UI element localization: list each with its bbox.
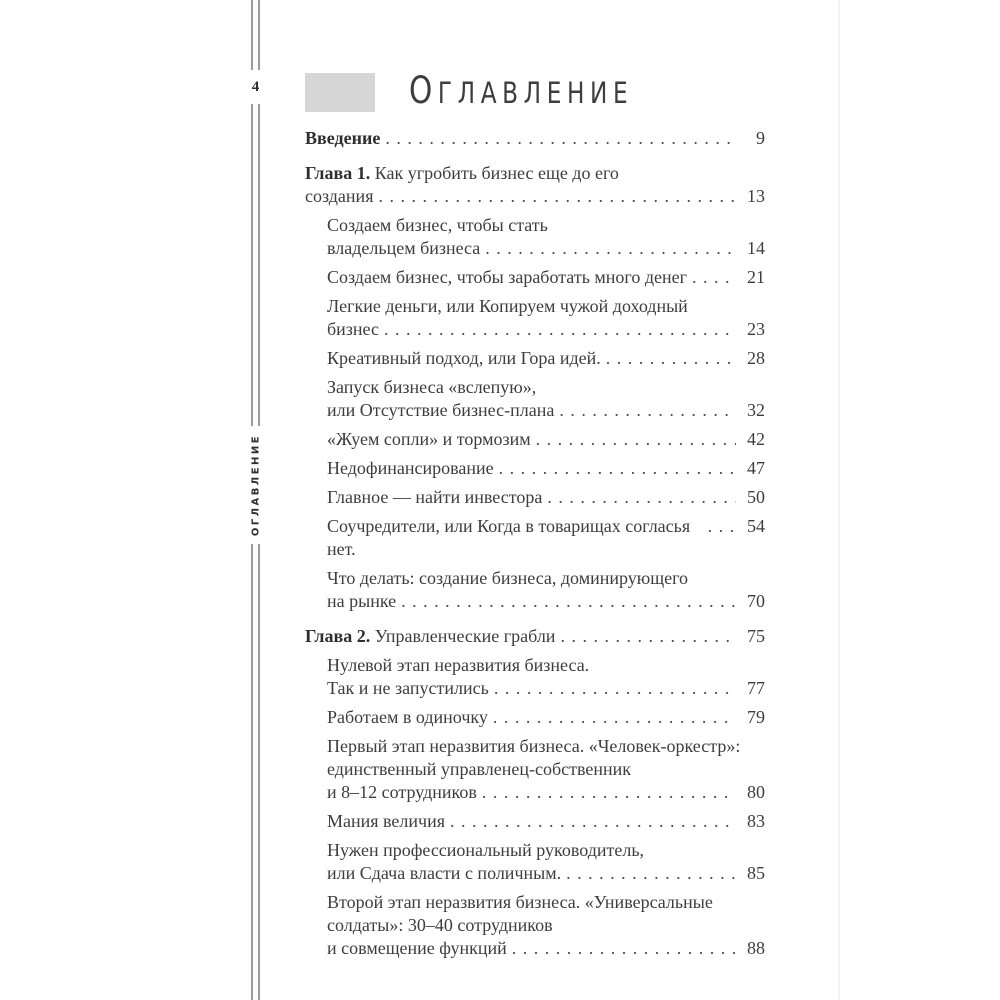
toc-entry-line	[305, 185, 765, 208]
toc-entry-bold-prefix: Глава 1.	[305, 163, 371, 183]
toc-entry[interactable]	[305, 810, 765, 833]
toc-entry[interactable]	[305, 347, 765, 370]
page-number-marker: 4	[238, 70, 273, 104]
toc-entry[interactable]	[305, 486, 765, 509]
toc-entry-line	[305, 625, 765, 648]
toc-entry-bold-prefix: Введение	[305, 128, 381, 148]
toc-entry-line	[327, 428, 765, 451]
dot-leader	[536, 428, 736, 451]
toc-page-number: 50	[747, 487, 765, 507]
faint-vertical-rule	[838, 0, 840, 1000]
toc-entry-line	[327, 457, 765, 480]
toc-entry-text: Креативный подход, или Гора идей.	[327, 348, 601, 368]
toc-entry[interactable]	[305, 428, 765, 451]
toc-page-number: 13	[747, 186, 765, 206]
toc-entry[interactable]	[305, 214, 765, 260]
dot-leader	[560, 625, 736, 648]
toc-entry-line	[327, 735, 765, 758]
toc-page-number: 54	[747, 516, 765, 536]
dot-leader	[708, 515, 736, 538]
toc-entry[interactable]	[305, 625, 765, 648]
toc-entry-text: Легкие деньги, или Копируем чужой доходный	[327, 296, 688, 316]
toc-page-number: 28	[747, 348, 765, 368]
dot-leader	[482, 781, 736, 804]
toc-entry-line	[327, 515, 765, 561]
toc-entry[interactable]	[305, 295, 765, 341]
toc-entry-text: Запуск бизнеса «вслепую»,	[327, 377, 537, 397]
dot-leader	[512, 937, 736, 960]
toc-page-number: 77	[747, 678, 765, 698]
toc-entry-line	[327, 937, 765, 960]
toc-entry[interactable]	[305, 839, 765, 885]
toc-entry[interactable]	[305, 567, 765, 613]
toc-content	[305, 66, 765, 960]
toc-page-number: 14	[747, 238, 765, 258]
toc-page-number: 21	[747, 267, 765, 287]
toc-entry-line	[327, 781, 765, 804]
page-header	[305, 66, 765, 112]
toc-entry-text: Так и не запустились	[327, 678, 489, 698]
toc-entry[interactable]	[305, 735, 765, 804]
toc-entry-text: создания	[305, 186, 374, 206]
running-head-label: ОГЛАВЛЕНИЕ	[250, 433, 261, 537]
toc-entry-text: Нужен профессиональный руководитель,	[327, 840, 645, 860]
toc-entry-text: Работаем в одиночку	[327, 707, 488, 727]
toc-entry-text: «Жуем сопли» и тормозим	[327, 429, 531, 449]
toc-entry-text: владельцем бизнеса	[327, 238, 481, 258]
toc-entry-text: Главное — найти инвестора	[327, 487, 543, 507]
toc-entry-line	[327, 810, 765, 833]
dot-leader	[559, 399, 736, 422]
toc-entry-line	[327, 914, 765, 937]
toc-entry-text: и 8–12 сотрудников	[327, 782, 477, 802]
toc-entry-text: Мания величия	[327, 811, 446, 831]
toc-entry-line	[327, 590, 765, 613]
toc-entry-text	[305, 127, 380, 150]
toc-page-number: 70	[747, 591, 765, 611]
toc-entry-text: или Сдача власти с поличным.	[327, 863, 562, 883]
running-head-vertical	[236, 426, 275, 544]
toc-entry[interactable]	[305, 266, 765, 289]
toc-entry-line	[327, 567, 765, 590]
toc-entry-line	[327, 347, 765, 370]
page-title	[409, 69, 634, 112]
dot-leader	[692, 266, 736, 289]
toc-page-number: 9	[756, 128, 765, 148]
toc-entry-bold-prefix: Глава 2.	[305, 626, 371, 646]
toc-entry-text: Нулевой этап неразвития бизнеса.	[327, 655, 590, 675]
dot-leader	[547, 486, 736, 509]
page-title-rest: ГЛАВЛЕНИЕ	[437, 76, 634, 110]
toc-entry[interactable]	[305, 891, 765, 960]
dot-leader	[494, 677, 736, 700]
toc-entry[interactable]	[305, 515, 765, 561]
toc-entry-line	[327, 214, 765, 237]
toc-entry[interactable]	[305, 376, 765, 422]
toc-entry-line	[327, 295, 765, 318]
toc-entry-text: на рынке	[327, 591, 397, 611]
toc-entry-text: бизнес	[327, 319, 379, 339]
dot-leader	[606, 347, 736, 370]
toc-page-number: 32	[747, 400, 765, 420]
toc-entry-text: Глава 2. Управленческие грабли	[305, 626, 556, 646]
dot-leader	[499, 457, 736, 480]
dot-leader	[566, 862, 736, 885]
toc-entry-text: Первый этап неразвития бизнеса. «Человек-оркестр»:	[327, 736, 741, 756]
toc-entry-line	[327, 862, 765, 885]
toc-entry-text: Создаем бизнес, чтобы заработать много денег	[327, 267, 688, 287]
toc-entry-line	[327, 399, 765, 422]
toc-page-number: 79	[747, 707, 765, 727]
dot-leader	[385, 127, 736, 150]
dot-leader	[378, 185, 736, 208]
toc-entry-line	[305, 127, 765, 150]
toc-entry[interactable]	[305, 162, 765, 208]
dot-leader	[384, 318, 736, 341]
toc-entry-text: солдаты»: 30–40 сотрудников	[327, 915, 553, 935]
dot-leader	[493, 706, 736, 729]
toc-entry-line	[327, 677, 765, 700]
toc-page-number: 75	[747, 626, 765, 646]
toc-page-number: 80	[747, 782, 765, 802]
toc-entry-line	[305, 162, 765, 185]
toc-entry-text: единственный управленец-собственник	[327, 759, 632, 779]
toc-page-number: 88	[747, 938, 765, 958]
toc-page-number: 42	[747, 429, 765, 449]
toc-entry-text: Недофинансирование	[327, 458, 494, 478]
toc-entry-line	[327, 486, 765, 509]
toc-entry-line	[327, 654, 765, 677]
toc-page-number: 85	[747, 863, 765, 883]
toc-list	[305, 127, 765, 960]
toc-entry[interactable]	[305, 457, 765, 480]
toc-entry-line	[327, 706, 765, 729]
dot-leader	[450, 810, 736, 833]
toc-entry-line	[327, 237, 765, 260]
toc-entry-line	[327, 839, 765, 862]
toc-entry-line	[327, 318, 765, 341]
toc-entry-text: Глава 1. Как угробить бизнес еще до его	[305, 163, 619, 183]
toc-entry-text: Создаем бизнес, чтобы стать	[327, 215, 548, 235]
toc-entry-line	[327, 891, 765, 914]
toc-entry-text: Что делать: создание бизнеса, доминирующего	[327, 568, 689, 588]
toc-entry[interactable]	[305, 706, 765, 729]
toc-entry-line	[327, 266, 765, 289]
toc-page-number: 47	[747, 458, 765, 478]
toc-page-number: 23	[747, 319, 765, 339]
toc-entry-text: Второй этап неразвития бизнеса. «Универсальные	[327, 892, 713, 912]
toc-entry-line	[327, 376, 765, 399]
page-title-first-letter: О	[409, 69, 438, 112]
dot-leader	[401, 590, 736, 613]
toc-page-number: 83	[747, 811, 765, 831]
toc-entry[interactable]	[305, 654, 765, 700]
toc-entry-text: Соучредители, или Когда в товарищах согласья нет.	[327, 516, 691, 559]
toc-entry-line	[327, 758, 765, 781]
header-decoration-rect	[305, 73, 375, 112]
dot-leader	[485, 237, 736, 260]
toc-entry-text: или Отсутствие бизнес-плана	[327, 400, 555, 420]
toc-entry-text: и совмещение функций	[327, 938, 507, 958]
toc-entry[interactable]	[305, 127, 765, 150]
